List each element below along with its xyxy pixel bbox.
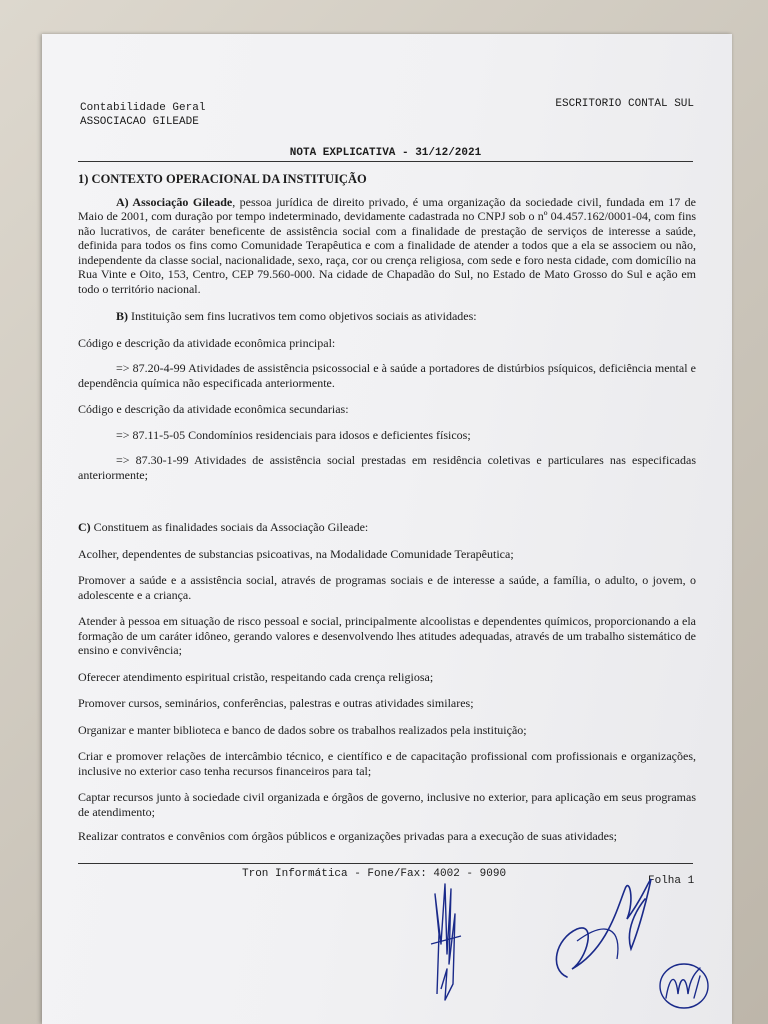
purpose-item: Realizar contratos e convênios com órgãos públicos e organizações privadas para a execução de suas atividades; <box>78 829 618 843</box>
purpose-item: Captar recursos junto à sociedade civil organizada e órgãos de governo, inclusive no exterior, para aplicação em seus programas de atendimento; <box>78 790 696 819</box>
primary-activity: => 87.20-4-99 Atividades de assistência psicossocial e à saúde a portadores de distúrbios psíquicos, deficiência mental e dependência química não especificada anteriormente. <box>78 361 696 390</box>
footer-page-number: Folha 1 <box>648 875 695 887</box>
purpose-item: Organizar e manter biblioteca e banco de dados sobre os trabalhos realizados pela instituição; <box>78 722 527 737</box>
secondary-activity: => 87.11-5-05 Condomínios residenciais para idosos e deficientes físicos; <box>116 427 471 442</box>
paragraph-a <box>78 195 696 297</box>
purpose-item: Promover cursos, seminários, conferências, palestras e outras atividades similares; <box>78 696 474 710</box>
footer-software: Tron Informática - Fone/Fax: 4002 - 9090 <box>242 868 507 880</box>
secondary-activity-heading: Código e descrição da atividade econômica secundarias: <box>78 402 349 416</box>
header-company <box>80 101 205 129</box>
secondary-activity: => 87.30-1-99 Atividades de assistência social prestadas em residência coletivas e particulares nas especificadas anteriormente; <box>78 453 696 482</box>
section-title: 1) CONTEXTO OPERACIONAL DA INSTITUIÇÃO <box>78 172 367 186</box>
footer-rule <box>78 863 693 864</box>
signature-mark-1 <box>427 874 467 1004</box>
purpose-item: Atender à pessoa em situação de risco pessoal e social, principalmente alcoolistas e dependentes químicos, proporcionando a ela formação de um caráter idôneo, gerando valores e desenvolvendo lhes atitudes adequadas, através de um trabalho sistemático de ensino e convivência; <box>78 614 696 657</box>
primary-activity-heading: Código e descrição da atividade econômica principal: <box>78 335 336 350</box>
signature-mark-2 <box>547 869 657 984</box>
document-body <box>78 172 696 844</box>
purpose-item: Oferecer atendimento espiritual cristão, respeitando cada crença religiosa; <box>78 669 434 684</box>
purpose-item: Promover a saúde e a assistência social, através de programas sociais e de interesse a saúde, a família, o adulto, o jovem, o adolescente e a criança. <box>78 573 696 602</box>
paragraph-c-text: Constituem as finalidades sociais da Associação Gileade: <box>90 520 369 534</box>
initials-stamp <box>654 954 716 1016</box>
paragraph-c-label: C) <box>78 520 91 534</box>
paragraph-c <box>78 520 696 535</box>
paragraph-b-label: B) <box>116 309 128 323</box>
paragraph-b-text: Instituição sem fins lucrativos tem como objetivos sociais as atividades: <box>128 309 477 323</box>
paragraph-a-text: , pessoa jurídica de direito privado, é uma organização da sociedade civil, fundada em 17 de Maio de 2001, com duração por tempo indeterminado, devidamente cadastrada no CNPJ sob o nº 04.457.162/0001-04, com fins não lucrativos, de caráter beneficente de assistência social com a finalidade de prestação de serviços de interesse a saúde, definida para todos os fins como Comunidade Terapêutica e com a finalidade de atender a todos que a ela se associem ou não, independente da classe social, nacionalidade, sexo, raça, cor ou crença religiosa, com sede e foro nesta cidade, com domicílio na Rua Vinte e Oito, 153, Centro, CEP 79.560-000. Na cidade de Chapadão do Sul, no Estado de Mato Grosso do Sul e ação em todo o território nacional. <box>78 194 697 296</box>
paragraph-a-label: A) Associação Gileade <box>116 194 233 209</box>
title-rule <box>78 161 693 162</box>
header-company-line2: ASSOCIACAO GILEADE <box>80 116 199 128</box>
document-page <box>42 34 732 1024</box>
header-company-line1: Contabilidade Geral <box>80 102 206 114</box>
header-office: ESCRITORIO CONTAL SUL <box>555 98 694 110</box>
paragraph-b <box>78 309 696 324</box>
purpose-item: Criar e promover relações de intercâmbio técnico, e científico e de capacitação profissional com profissionais e organizações, inclusive no exterior caso tenha recursos financeiros para tal; <box>78 749 696 778</box>
note-title: NOTA EXPLICATIVA - 31/12/2021 <box>289 147 482 159</box>
purpose-item: Acolher, dependentes de substancias psicoativas, na Modalidade Comunidade Terapêutica; <box>78 546 514 561</box>
